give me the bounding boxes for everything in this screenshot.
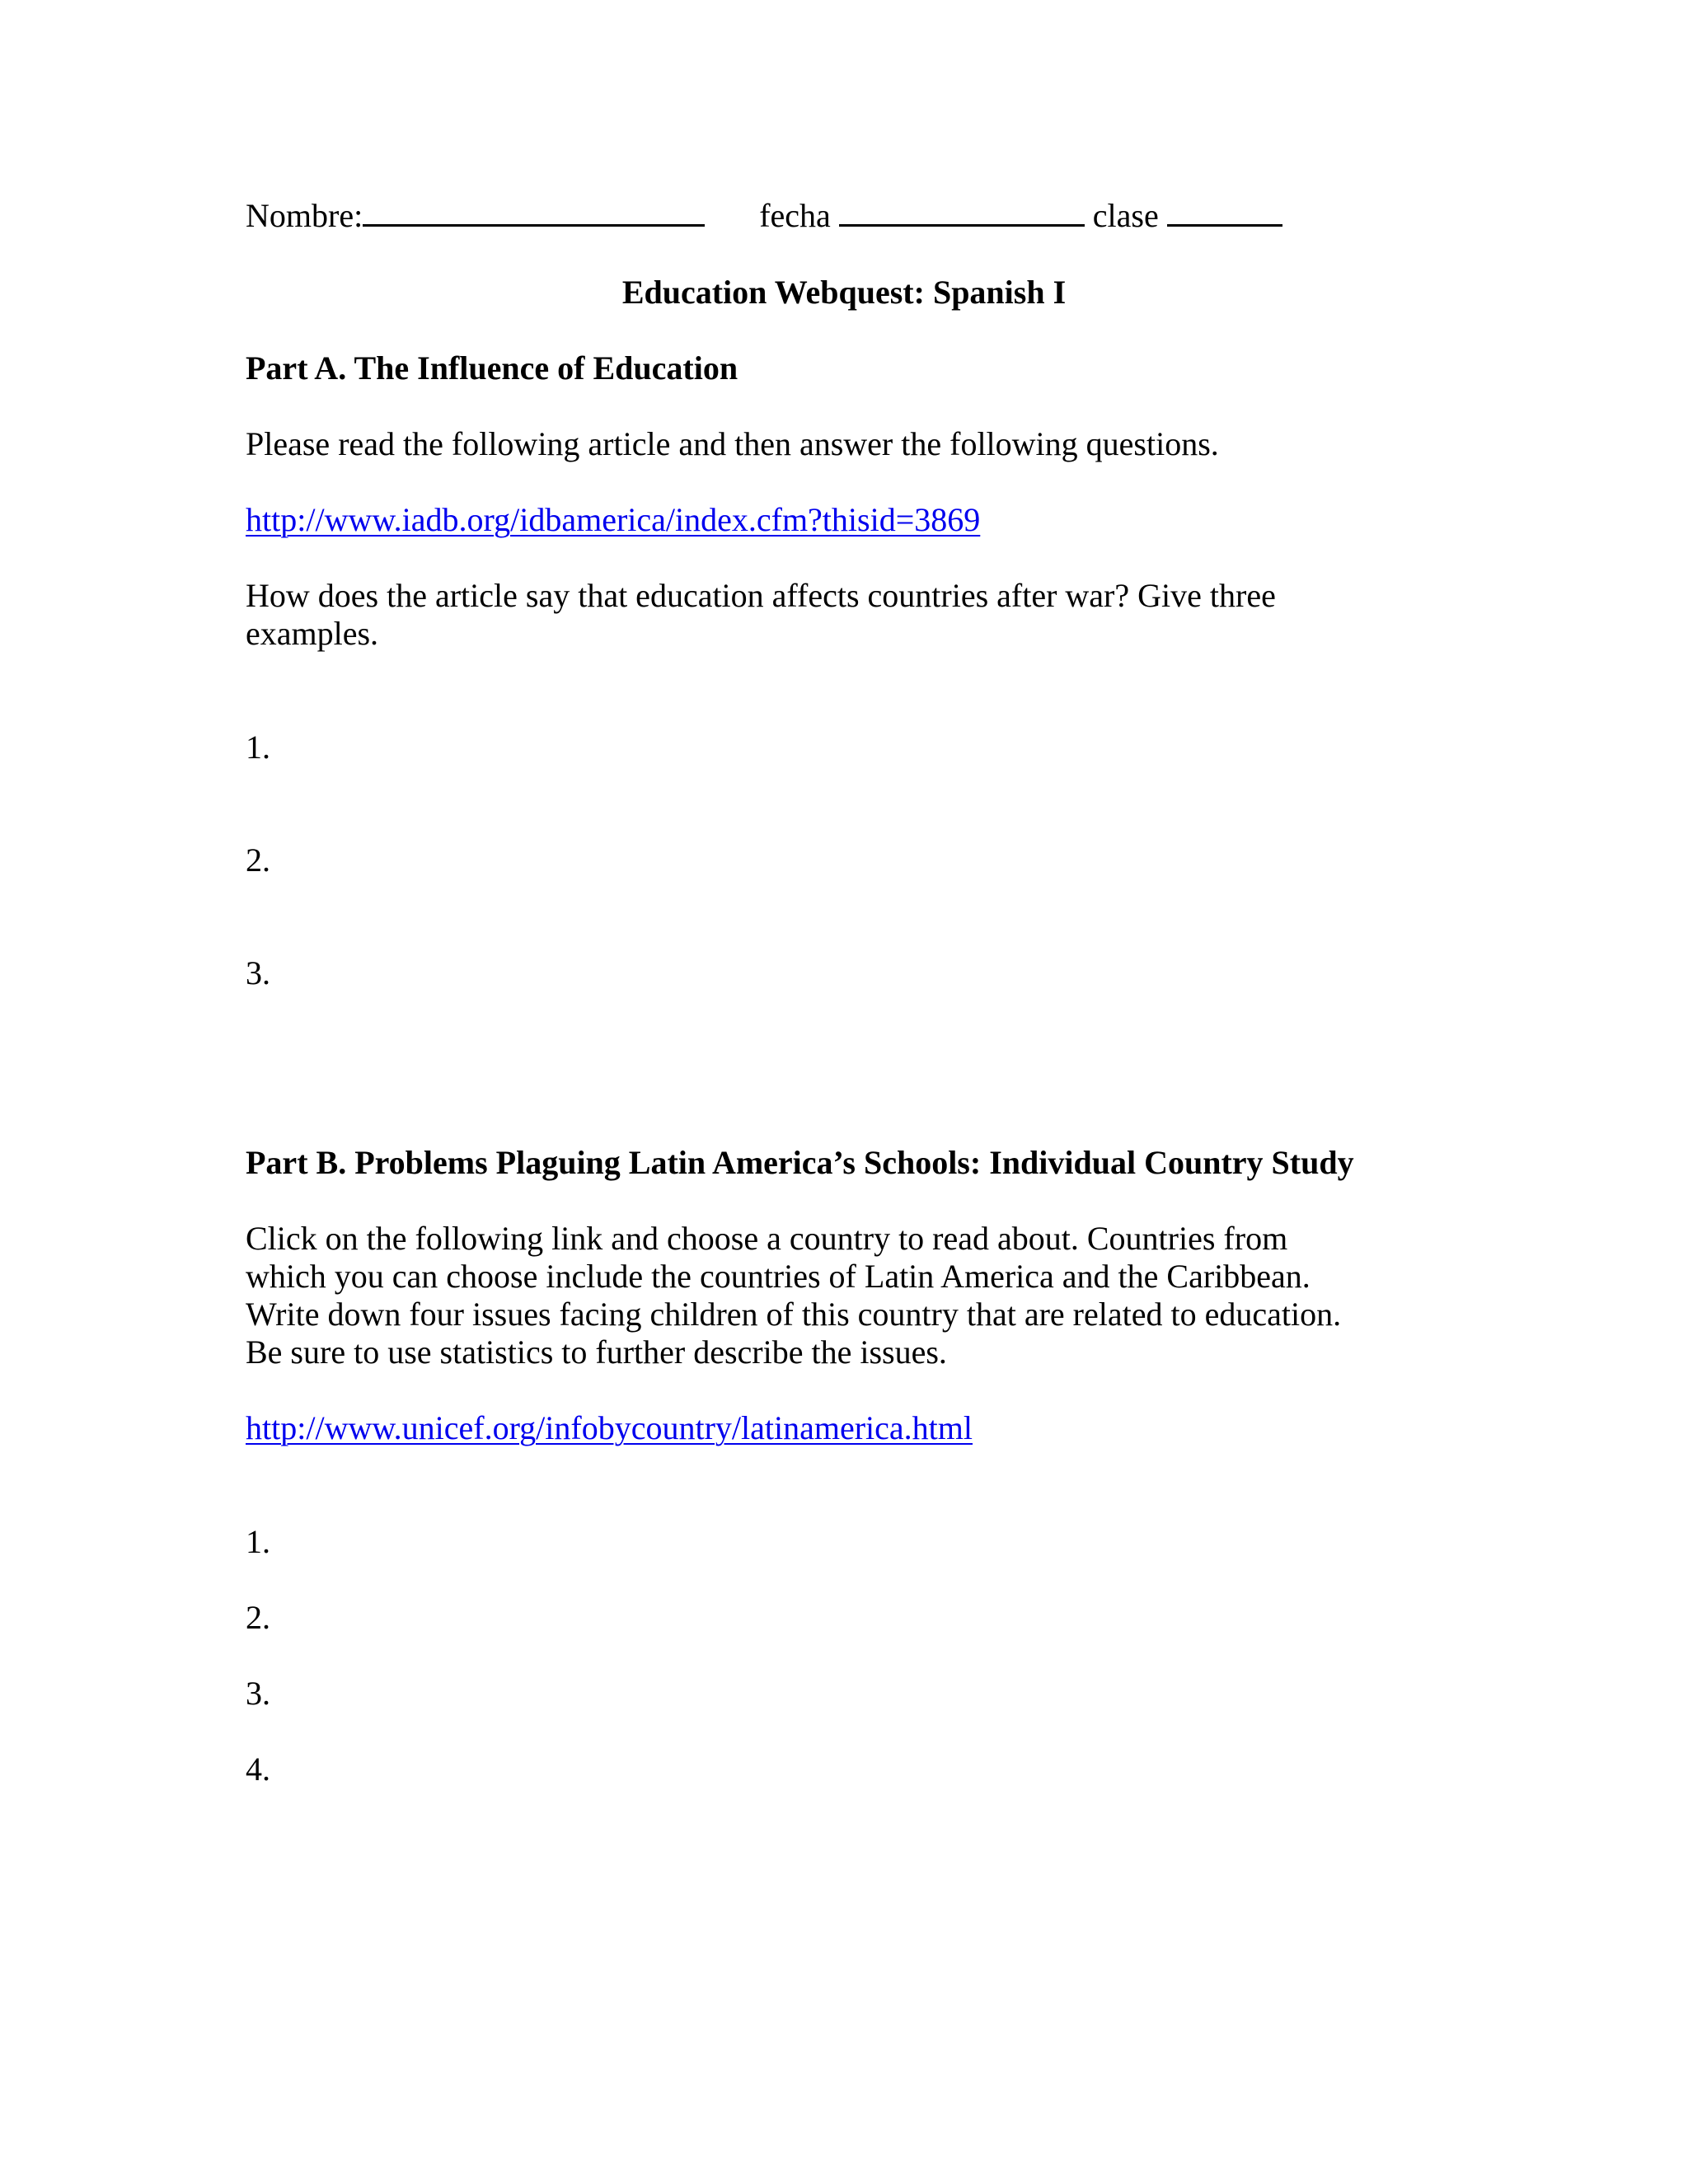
date-label: fecha	[759, 197, 831, 234]
part-b-instruction-line: which you can choose include the countries of Latin America and the Caribbean.	[246, 1258, 1311, 1295]
part-b-answer-item: 2.	[246, 1599, 270, 1636]
class-blank[interactable]	[1167, 196, 1282, 227]
part-a-question-line: How does the article say that education affects countries after war? Give three	[246, 577, 1276, 614]
part-b-instruction-line: Click on the following link and choose a country to read about. Countries from	[246, 1220, 1288, 1257]
class-label: clase	[1092, 197, 1159, 234]
part-b-instruction-line: Be sure to use statistics to further describe the issues.	[246, 1333, 947, 1371]
part-b-heading: Part B. Problems Plaguing Latin America’s Schools: Individual Country Study	[246, 1144, 1354, 1181]
name-label: Nombre:	[246, 197, 363, 234]
part-a-answer-item: 1.	[246, 729, 270, 766]
part-a-article-link[interactable]: http://www.iadb.org/idbamerica/index.cfm?thisid=3869	[246, 501, 981, 538]
part-b-answer-item: 3.	[246, 1675, 270, 1712]
part-b-answer-item: 4.	[246, 1750, 270, 1788]
part-b-instruction-line: Write down four issues facing children of this country that are related to education.	[246, 1296, 1342, 1333]
header-row	[246, 196, 1282, 235]
part-a-answer-item: 2.	[246, 841, 270, 879]
part-a-answer-item: 3.	[246, 954, 270, 991]
worksheet-title: Education Webquest: Spanish I	[621, 274, 1067, 311]
part-b-answer-item: 1.	[246, 1523, 270, 1560]
part-b-unicef-link[interactable]: http://www.unicef.org/infobycountry/latinamerica.html	[246, 1409, 973, 1446]
part-a-heading: Part A. The Influence of Education	[246, 349, 738, 387]
name-blank[interactable]	[363, 196, 705, 227]
part-a-question-line: examples.	[246, 615, 379, 652]
part-a-instruction: Please read the following article and then answer the following questions.	[246, 425, 1219, 462]
date-blank[interactable]	[839, 196, 1085, 227]
part-a-question	[246, 577, 1449, 653]
part-b-instruction	[246, 1220, 1449, 1371]
